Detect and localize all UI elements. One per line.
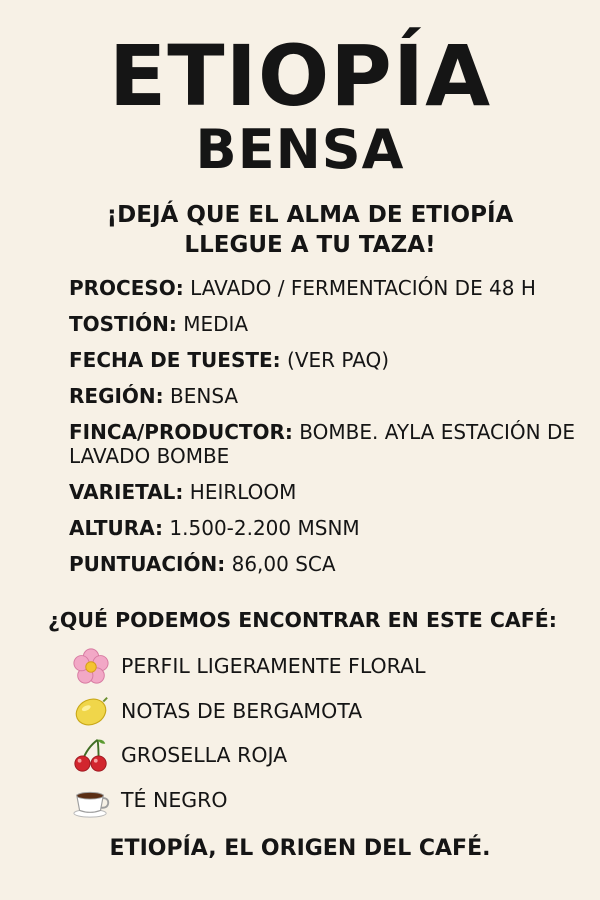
tasting-note-red-currant (72, 733, 572, 778)
detail-value: MEDIA (183, 312, 249, 336)
detail-value: 1.500-2.200 MSNM (169, 516, 360, 540)
tasting-note-bergamot (72, 689, 572, 734)
notes-heading: ¿QUÉ PODEMOS ENCONTRAR EN ESTE CAFÉ: (48, 608, 557, 632)
detail-value: BENSA (170, 384, 239, 408)
tagline-line-1: ¡DEJÁ QUE EL ALMA DE ETIOPÍA (106, 202, 514, 228)
coffee-details (69, 276, 589, 588)
detail-value: BOMBE. AYLA ESTACIÓN DE LAVADO BOMBE (69, 420, 576, 468)
product-title: ETIOPÍA (108, 27, 492, 125)
cherries-icon (72, 736, 110, 774)
detail-label: FINCA/PRODUCTOR: (69, 420, 293, 444)
detail-value: LAVADO / FERMENTACIÓN DE 48 H (190, 276, 536, 300)
tagline-line-2: LLEGUE A TU TAZA! (184, 232, 436, 258)
detail-label: FECHA DE TUESTE: (69, 348, 281, 372)
tasting-notes-list (72, 644, 572, 822)
detail-label: VARIETAL: (69, 480, 184, 504)
detail-puntuacion (69, 552, 589, 576)
detail-label: ALTURA: (69, 516, 164, 540)
footer-slogan: ETIOPÍA, EL ORIGEN DEL CAFÉ. (109, 836, 491, 861)
detail-value: HEIRLOOM (189, 480, 297, 504)
tasting-note-black-tea (72, 778, 572, 823)
tagline (0, 200, 600, 260)
detail-region (69, 384, 589, 408)
product-subtitle: BENSA (195, 118, 405, 181)
tea-cup-icon (72, 781, 110, 819)
detail-label: TOSTIÓN: (69, 312, 177, 336)
detail-label: PUNTUACIÓN: (69, 552, 226, 576)
tasting-note-text: PERFIL LIGERAMENTE FLORAL (121, 654, 426, 679)
detail-value: 86,00 SCA (231, 552, 336, 576)
detail-tostion (69, 312, 589, 336)
tasting-note-text: NOTAS DE BERGAMOTA (121, 698, 363, 723)
detail-varietal (69, 480, 589, 504)
detail-altura (69, 516, 589, 540)
tasting-note-text: GROSELLA ROJA (121, 743, 288, 768)
detail-fecha-de-tueste (69, 348, 589, 372)
detail-value: (VER PAQ) (287, 348, 390, 372)
detail-label: REGIÓN: (69, 384, 164, 408)
detail-label: PROCESO: (69, 276, 184, 300)
tasting-note-floral (72, 644, 572, 689)
detail-finca-productor (69, 420, 589, 468)
lemon-icon (72, 692, 110, 730)
detail-proceso (69, 276, 589, 300)
tasting-note-text: TÉ NEGRO (121, 787, 228, 812)
flower-icon (72, 647, 110, 685)
